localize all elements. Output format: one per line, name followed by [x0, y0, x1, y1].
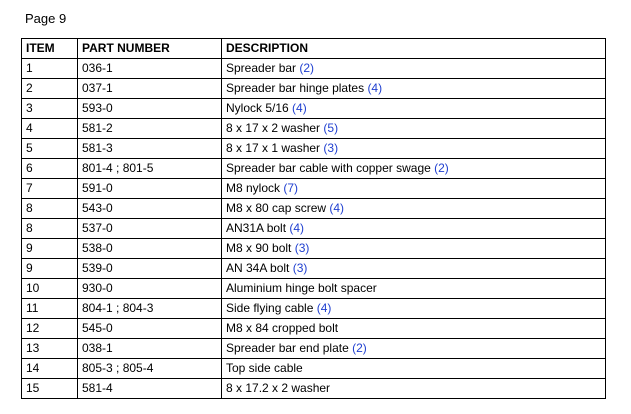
cell-description: [222, 239, 606, 259]
description-text: Spreader bar end plate: [226, 341, 349, 355]
cell-part-number: 581-2: [78, 119, 222, 139]
table-row: [22, 119, 606, 139]
table-row: [22, 299, 606, 319]
table-row: [22, 139, 606, 159]
table-row: [22, 339, 606, 359]
cell-description: [222, 99, 606, 119]
header-item: ITEM: [22, 39, 78, 59]
table-row: [22, 359, 606, 379]
table-row: [22, 59, 606, 79]
description-text: Spreader bar hinge plates: [226, 81, 365, 95]
table-row: [22, 379, 606, 399]
table-header-row: [22, 39, 606, 59]
cell-description: [222, 339, 606, 359]
quantity-text: (4): [316, 301, 332, 315]
cell-item: 5: [22, 139, 78, 159]
cell-part-number: 038-1: [78, 339, 222, 359]
header-description: DESCRIPTION: [222, 39, 606, 59]
cell-part-number: 804-1 ; 804-3: [78, 299, 222, 319]
cell-item: 2: [22, 79, 78, 99]
cell-part-number: 591-0: [78, 179, 222, 199]
cell-part-number: 593-0: [78, 99, 222, 119]
description-text: Nylock 5/16: [226, 101, 289, 115]
cell-item: 14: [22, 359, 78, 379]
quantity-text: (2): [434, 161, 449, 175]
description-text: 8 x 17 x 2 washer: [226, 121, 321, 135]
cell-part-number: 805-3 ; 805-4: [78, 359, 222, 379]
page-label: Page 9: [25, 11, 67, 26]
table-row: [22, 99, 606, 119]
cell-part-number: 581-4: [78, 379, 222, 399]
cell-part-number: 537-0: [78, 219, 222, 239]
cell-part-number: 930-0: [78, 279, 222, 299]
cell-part-number: 801-4 ; 801-5: [78, 159, 222, 179]
cell-description: [222, 359, 606, 379]
cell-description: [222, 319, 606, 339]
description-text: M8 x 90 bolt: [226, 241, 292, 255]
cell-item: 3: [22, 99, 78, 119]
quantity-text: (3): [323, 141, 339, 155]
parts-table: [21, 38, 606, 399]
cell-description: [222, 259, 606, 279]
cell-item: 9: [22, 259, 78, 279]
cell-item: 10: [22, 279, 78, 299]
quantity-text: (4): [367, 81, 383, 95]
description-text: 8 x 17.2 x 2 washer: [226, 381, 331, 395]
description-text: Side flying cable: [226, 301, 314, 315]
table-row: [22, 279, 606, 299]
description-text: Spreader bar: [226, 61, 297, 75]
cell-description: [222, 279, 606, 299]
cell-item: 13: [22, 339, 78, 359]
cell-description: [222, 59, 606, 79]
cell-item: 4: [22, 119, 78, 139]
table-row: [22, 199, 606, 219]
quantity-text: (7): [283, 181, 299, 195]
cell-part-number: 036-1: [78, 59, 222, 79]
description-text: Spreader bar cable with copper swage: [226, 161, 431, 175]
cell-item: 7: [22, 179, 78, 199]
cell-item: 11: [22, 299, 78, 319]
cell-description: [222, 119, 606, 139]
description-text: M8 x 80 cap screw: [226, 201, 327, 215]
cell-part-number: 037-1: [78, 79, 222, 99]
cell-item: 12: [22, 319, 78, 339]
cell-part-number: 539-0: [78, 259, 222, 279]
table-row: [22, 259, 606, 279]
cell-part-number: 538-0: [78, 239, 222, 259]
cell-description: [222, 219, 606, 239]
table-row: [22, 79, 606, 99]
description-text: AN31A bolt: [226, 221, 287, 235]
cell-description: [222, 159, 606, 179]
table-row: [22, 219, 606, 239]
description-text: M8 x 84 cropped bolt: [226, 321, 339, 335]
quantity-text: (2): [299, 61, 315, 75]
cell-part-number: 545-0: [78, 319, 222, 339]
cell-part-number: 581-3: [78, 139, 222, 159]
description-text: 8 x 17 x 1 washer: [226, 141, 321, 155]
cell-item: 1: [22, 59, 78, 79]
table-row: [22, 159, 606, 179]
cell-description: [222, 179, 606, 199]
cell-part-number: 543-0: [78, 199, 222, 219]
table-row: [22, 319, 606, 339]
quantity-text: (2): [352, 341, 367, 355]
cell-description: [222, 299, 606, 319]
cell-description: [222, 139, 606, 159]
cell-description: [222, 79, 606, 99]
quantity-text: (4): [329, 201, 345, 215]
table-row: [22, 239, 606, 259]
quantity-text: (5): [323, 121, 339, 135]
cell-item: 6: [22, 159, 78, 179]
table-row: [22, 179, 606, 199]
cell-description: [222, 379, 606, 399]
header-part-number: PART NUMBER: [78, 39, 222, 59]
quantity-text: (3): [294, 241, 310, 255]
cell-item: 15: [22, 379, 78, 399]
cell-item: 9: [22, 239, 78, 259]
cell-item: 8: [22, 199, 78, 219]
quantity-text: (3): [292, 261, 308, 275]
description-text: M8 nylock: [226, 181, 281, 195]
cell-item: 8: [22, 219, 78, 239]
description-text: Aluminium hinge bolt spacer: [226, 281, 377, 295]
quantity-text: (4): [292, 101, 307, 115]
description-text: Top side cable: [226, 361, 303, 375]
cell-description: [222, 199, 606, 219]
description-text: AN 34A bolt: [226, 261, 290, 275]
quantity-text: (4): [289, 221, 305, 235]
